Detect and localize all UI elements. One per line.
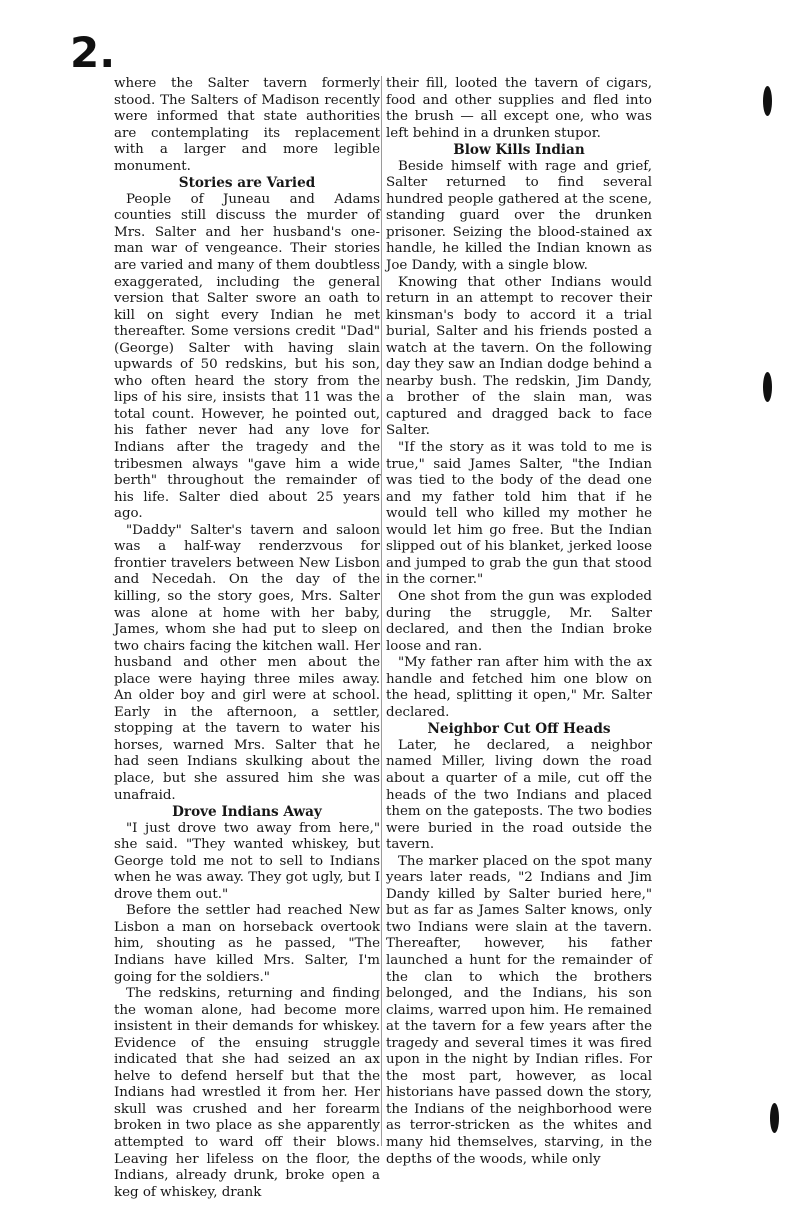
article-paragraph: where the Salter tavern formerly stood. The Salters of Madison recently were informed that state authorities are contemplating its replacement with a larger and more legible monument. [114,76,380,174]
article-paragraph: Knowing that other Indians would return in an attempt to recover their kinsman's body to accord it a trial burial, Salter and his friends posted a watch at the tavern. On the following day they saw an Indian dodge behind a nearby bush. The redskin, Jim Dandy, a brother of the slain man, was captured and dragged back to face Salter. [386,274,652,439]
section-heading: Neighbor Cut Off Heads [427,721,611,738]
article-paragraph: The redskins, returning and finding the woman alone, had become more insistent in their demands for whiskey. Evidence of the ensuing struggle indicated that she had seized an ax helve to defend herself but that the Indians had wrestled it from her. Her skull was crushed and her forearm broken in two place as she apparently attempted to ward off their blows. Leaving her lifeless on the floor, the Indians, already drunk, broke open a keg of whiskey, drank [114,986,380,1200]
article-paragraph: "I just drove two away from here," she said. "They wanted whiskey, but George told me not to sell to Indians when he was away. They got ugly, but I drove them out." [114,820,380,902]
article-paragraph: One shot from the gun was exploded during the struggle, Mr. Salter declared, and then the Indian broke loose and ran. [386,588,652,654]
article-paragraph: Beside himself with rage and grief, Salter returned to find several hundred people gathered at the scene, standing guard over the drunken prisoner. Seizing the blood-stained ax handle, he killed the Indian known as Joe Dandy, with a single blow. [386,158,652,274]
page-number: 2. [70,28,116,77]
article-paragraph: Before the settler had reached New Lisbon a man on horseback overtook him, shouting as he passed, "The Indians have killed Mrs. Salter, I'm going for the soldiers." [114,903,380,985]
binder-hole-icon [763,372,772,402]
article-column-left [114,76,380,1201]
article-paragraph: People of Juneau and Adams counties still discuss the murder of Mrs. Salter and her husband's one-man war of vengeance. Their stories are varied and many of them doubtless exaggerated, including the general version that Salter swore an oath to kill on sight every Indian he met thereafter. Some versions credit "Dad" (George) Salter with having slain upwards of 50 redskins, but his son, who often heard the story from the lips of his sire, insists that 11 was the total count. However, he pointed out, his father never had any love for Indians after the tragedy and the tribesmen always "gave him a wide berth" throughout the remainder of his life. Salter died about 25 years ago. [114,191,380,522]
article-paragraph: The marker placed on the spot many years later reads, "2 Indians and Jim Dandy killed by Salter buried here," but as far as James Salter knows, only two Indians were slain at the tavern. Thereafter, however, his father launched a hunt for the remainder of the clan to which the brothers belonged, and the Indians, his son claims, warred upon him. He remained at the tavern for a few years after the tragedy and several times it was fired upon in the night by Indian rifles. For the most part, however, as local historians have passed down the story, the Indians of the neighborhood were as terror-stricken as the whites and many hid themselves, starving, in the depths of the woods, while only [386,853,652,1167]
section-heading: Blow Kills Indian [453,142,585,159]
binder-hole-icon [770,1103,779,1133]
article-paragraph: their fill, looted the tavern of cigars, food and other supplies and fled into the brush — all except one, who was left behind in a drunken stupor. [386,76,652,141]
section-heading: Drove Indians Away [172,804,322,821]
article-column-right [386,76,652,1168]
binder-hole-icon [763,86,772,116]
column-divider [381,76,382,1146]
article-paragraph: "Daddy" Salter's tavern and saloon was a half-way renderzvous for frontier travelers between New Lisbon and Necedah. On the day of the killing, so the story goes, Mrs. Salter was alone at home with her baby, James, whom she had put to sleep on two chairs facing the kitchen wall. Her husband and other men about the place were haying three miles away. An older boy and girl were at school. Early in the afternoon, a settler, stopping at the tavern to water his horses, warned Mrs. Salter that he had seen Indians skulking about the place, but she assured him she was unafraid. [114,522,380,803]
section-heading: Stories are Varied [178,175,316,192]
article-paragraph: "If the story as it was told to me is true," said James Salter, "the Indian was tied to the body of the dead one and my father told him that if he would tell who killed my mother he would let him go free. But the Indian slipped out of his blanket, jerked loose and jumped to grab the gun that stood in the corner." [386,440,652,588]
article-paragraph: "My father ran after him with the ax handle and fetched him one blow on the head, splitting it open," Mr. Salter declared. [386,655,652,720]
article-paragraph: Later, he declared, a neighbor named Miller, living down the road about a quarter of a mile, cut off the heads of the two Indians and placed them on the gateposts. The two bodies were buried in the road outside the tavern. [386,737,652,853]
